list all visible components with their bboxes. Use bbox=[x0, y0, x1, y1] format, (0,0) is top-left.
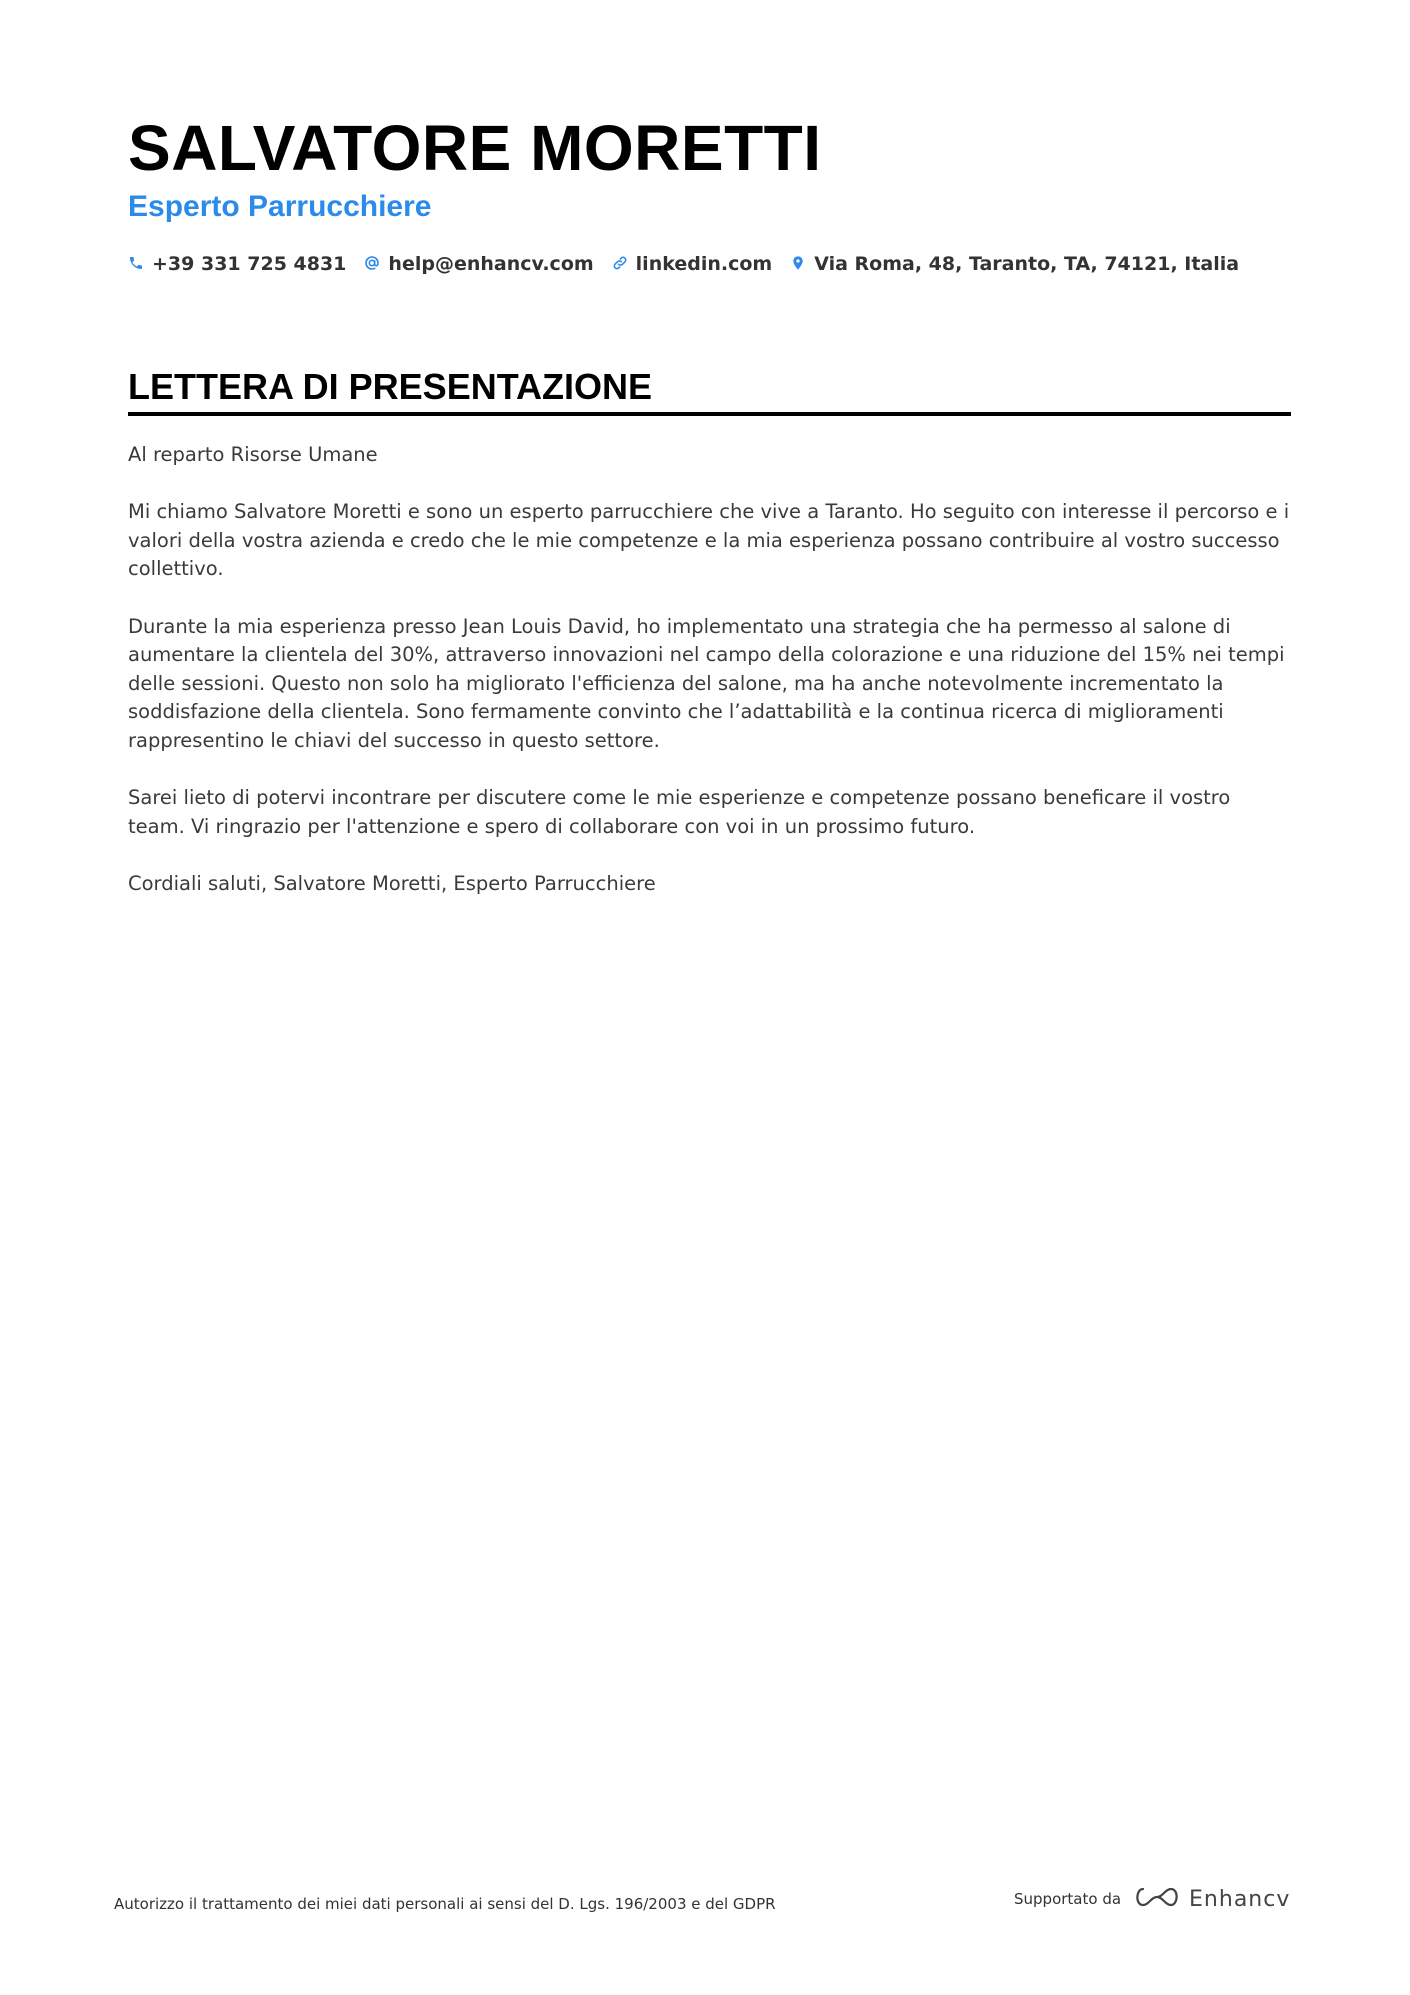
letter-salutation: Al reparto Risorse Umane bbox=[128, 443, 378, 466]
contact-address bbox=[790, 253, 1239, 275]
supported-by-text: Supportato da bbox=[1014, 1890, 1122, 1908]
contact-email[interactable] bbox=[364, 253, 593, 275]
at-icon bbox=[364, 255, 382, 273]
contact-address-text: Via Roma, 48, Taranto, TA, 74121, Italia bbox=[814, 253, 1240, 275]
section-title: LETTERA DI PRESENTAZIONE bbox=[128, 364, 1291, 416]
contact-bar bbox=[128, 253, 1257, 275]
brand-name: Enhancv bbox=[1189, 1886, 1291, 1912]
letter-paragraph: Durante la mia esperienza presso Jean Louis David, ho implementato una strategia che ha permesso al salone di aumentare la clientela del 30%, attraverso innovazioni nel campo della colorazione e una riduzione del 15% nei tempi delle sessioni. Questo non solo ha migliorato l'efficienza del salone, ma ha anche notevolmente incrementato la soddisfazione della clientela. Sono fermamente convinto che l’adattabilità e la continua ricerca di miglioramenti rappresentino le chiavi del successo in questo settore. bbox=[128, 614, 1285, 752]
phone-icon bbox=[128, 255, 146, 273]
letter-closing: Cordiali saluti, Salvatore Moretti, Esperto Parrucchiere bbox=[128, 871, 656, 895]
contact-phone-text: +39 331 725 4831 bbox=[152, 253, 347, 275]
letter-paragraph: Mi chiamo Salvatore Moretti e sono un esperto parrucchiere che vive a Taranto. Ho seguito con interesse il percorso e i valori della vostra azienda e credo che le mie competenze e la mia esperienza possano contribuire al vostro successo collettivo. bbox=[128, 500, 1290, 581]
letter-body bbox=[128, 441, 1291, 927]
link-icon bbox=[612, 255, 630, 273]
letter-paragraph: Sarei lieto di potervi incontrare per discutere come le mie esperienze e competenze possano beneficare il vostro team. Vi ringrazio per l'attenzione e spero di collaborare con voi in un prossimo futuro. bbox=[128, 786, 1231, 838]
contact-phone bbox=[128, 253, 346, 275]
footer-branding[interactable] bbox=[1014, 1884, 1290, 1914]
contact-linkedin[interactable] bbox=[612, 253, 773, 275]
enhancv-logo-icon bbox=[1133, 1884, 1181, 1914]
location-pin-icon bbox=[790, 255, 808, 273]
contact-email-text: help@enhancv.com bbox=[388, 253, 594, 275]
candidate-role: Esperto Parrucchiere bbox=[128, 190, 432, 223]
contact-linkedin-text: linkedin.com bbox=[635, 253, 773, 275]
footer-consent: Autorizzo il trattamento dei miei dati personali ai sensi del D. Lgs. 196/2003 e del GDPR bbox=[114, 1895, 776, 1913]
candidate-name: SALVATORE MORETTI bbox=[128, 112, 822, 184]
